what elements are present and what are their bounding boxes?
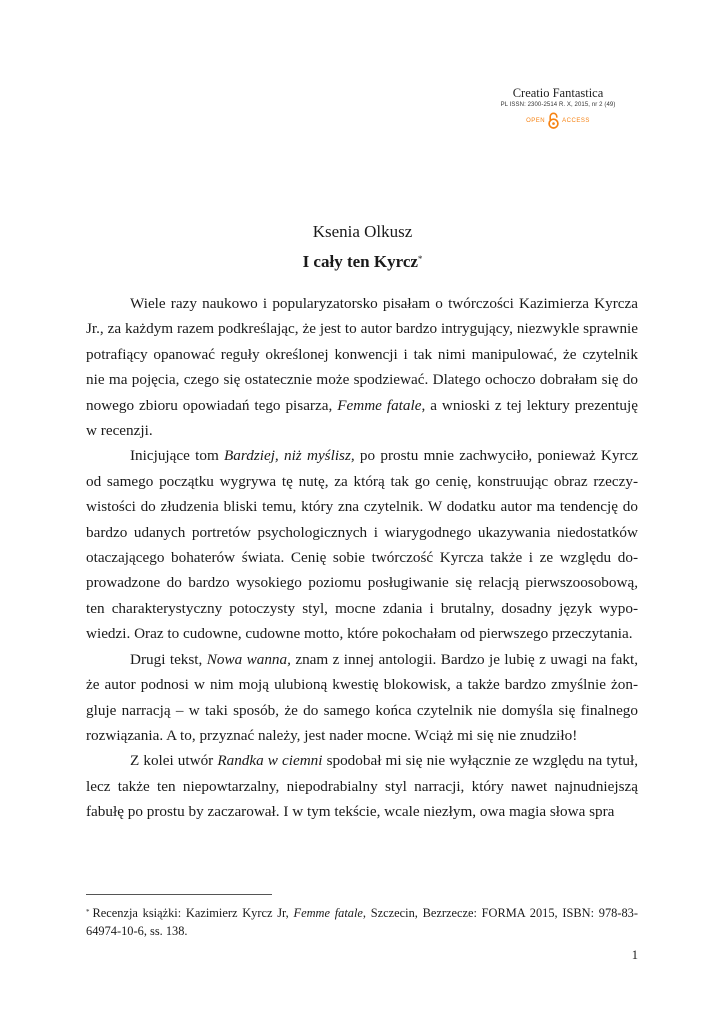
text-run: Recenzja książki: Kazimierz Kyrcz Jr,: [92, 906, 294, 920]
italic-text: Nowa wanna,: [206, 650, 291, 668]
article-title: [0, 252, 725, 272]
paragraph: [86, 647, 638, 749]
text-run: znam z innej antologii. Bardzo je lubię z uwagi na fakt, że autor podnosi w nim moją ulubioną kwestię blokowisk, a także bardzo zmyślnie żongluje narracją – w taki sposób, że do samego końca czytelnik nie domyśla się finalnego rozwiązania. A to, przyznać należy, jest nader mocne. Wciąż mi się nie znudziło!: [86, 650, 639, 744]
italic-text: Femme fatale: [337, 396, 422, 414]
paragraph: [86, 443, 638, 646]
title-footnote-mark: *: [417, 254, 423, 264]
paragraph: [86, 748, 638, 824]
text-run: Wiele razy naukowo i popularyzatorsko pisałam o twórczości Kazimierza Kyrcza Jr., za każdym razem podkreślając, że jest to autor bardzo intrygujący, niezwykle sprawnie potrafiący opanować reguły określonej konwencji i tak nimi manipulować, że czytelnik nie ma pojęcia, czego się ostatecznie może spodziewać. Dlatego ochoczo dobrałam się do nowego zbioru opowiadań tego pisarza,: [86, 295, 638, 414]
italic-text: Bardziej, niż myślisz,: [224, 447, 355, 465]
footnote-text: [86, 906, 638, 938]
page-number: 1: [631, 948, 638, 962]
footnote-separator: [86, 894, 272, 895]
text-run: po prostu mnie zachwyciło, ponieważ Kyrcz od samego początku wygrywa tę nutę, za którą tak go cenię, konstruując obraz rzeczywistości do złudzenia bliski temu, który zna czytelnik. W dodatku autor ma tendencję do bardzo udanych portretów psychologicznych i wiarygodnego ukazywania niedostatków otaczającego bohaterów świata. Cenię sobie twórczość Kyrcza także i ze względu doprowadzone do bardzo wysokiego poziomu posługiwanie się relacją pierwszoosobową, ten charakterystyczny potoczysty styl, mocne zdania i brutalny, dosadny język wypowiedzi. Oraz to cudowne, cudowne motto, które pokochałam od pierwszego przeczytania.: [86, 447, 638, 643]
open-access-left-label: OPEN: [526, 117, 546, 124]
journal-issn: PL ISSN: 2300-2514 R. X, 2015, nr 2 (49): [500, 102, 616, 108]
open-access-logo: [483, 112, 633, 129]
open-access-right-label: ACCESS: [562, 117, 590, 124]
paragraph: [86, 291, 638, 443]
author-name: Ksenia Olkusz: [312, 222, 413, 241]
article-body: [86, 291, 638, 825]
text-run: spodobał mi się nie wyłącznie ze względu na tytuł, lecz także ten niepowtarzalny, niepodrabialny styl narracji, który nawet najnudniejszą fabułę po prostu by zaczarował. I w tym tekście, wcale niezłym, owa magia słowa spra: [86, 752, 638, 821]
journal-header: [483, 86, 633, 129]
italic-text: Femme fatale: [293, 906, 363, 920]
text-run: , a wnioski z tej lektury prezentuję w recenzji.: [86, 396, 638, 440]
article-title-text: I cały ten Kyrcz: [302, 252, 418, 271]
journal-name: Creatio Fantastica: [512, 86, 604, 100]
footnote-mark: *: [86, 908, 90, 916]
footnote: [86, 904, 638, 940]
italic-text: Randka w ciemni: [217, 752, 323, 770]
text-run: Drugi tekst,: [130, 650, 207, 668]
text-run: Inicjujące tom: [130, 447, 225, 465]
text-run: Z kolei utwór: [130, 752, 218, 770]
text-run: , Szczecin, Bezrzecze: FORMA 2015, ISBN: 978-83-64974-10-6, ss. 138.: [86, 906, 639, 938]
open-access-lock-icon: [548, 112, 559, 129]
